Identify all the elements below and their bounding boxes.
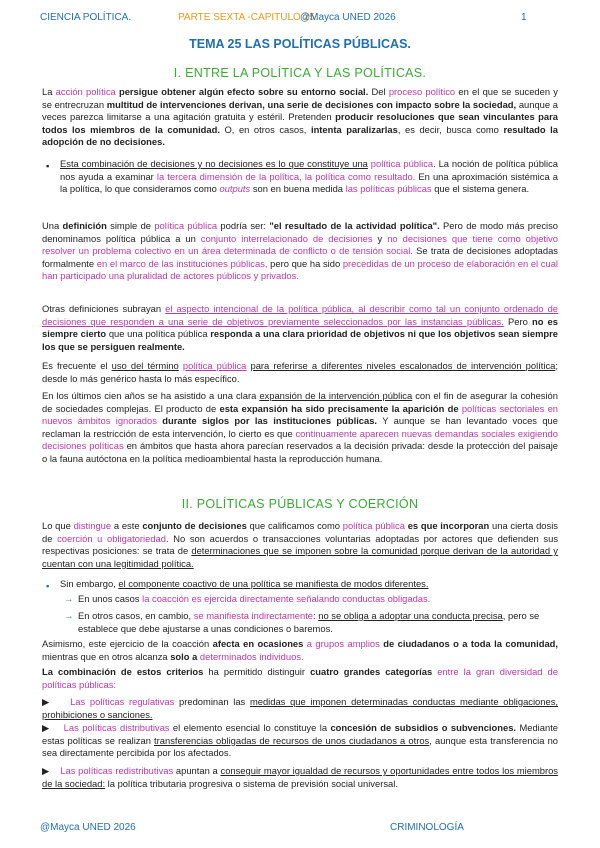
square-bullet-icon: ▪ (46, 160, 50, 171)
paragraph-4: Es frecuente el uso del término política pública para referirse a diferentes niveles escalonados de intervención política; desde lo más genérico hasta lo más específico. (42, 360, 558, 384)
category-regulativas: ▶ Las políticas regulativas predominan las medidas que imponen determinadas conductas mediante obligaciones, prohibiciones o sanciones. (42, 696, 558, 720)
header-left: CIENCIA POLÍTICA. (40, 12, 132, 23)
footer-author: @Mayca UNED 2026 (40, 822, 136, 833)
paragraph-6: Lo que distingue a este conjunto de decisiones que calificamos como política pública es que incorporan una cierta dosis de coerción u obligatoriedad. No son acuerdos o transacciones voluntarias adoptadas por actores que defienden sus respectivas posiciones: se trata de determinaciones que se imponen sobre la comunidad porque derivan de la autoridad y cuentan con una legitimidad política. (42, 520, 559, 569)
header-page-number: 1 (521, 12, 527, 23)
square-bullet-icon: ▪ (46, 580, 50, 591)
footer-subject: CRIMINOLOGÍA (390, 822, 464, 833)
bullet-paragraph-2: Sin embargo, el componente coactivo de una política se manifiesta de modos diferentes. (60, 578, 429, 589)
paragraph-8: La combinación de estos criterios ha permitido distinguir cuatro grandes categorías entre la gran diversidad de políticas públicas: (42, 666, 558, 690)
paragraph-7: Asimismo, este ejercicio de la coacción afecta en ocasiones a grupos amplios de ciudadanos o a toda la comunidad, mientras que en otros alcanza solo a determinados individuos. (42, 638, 558, 662)
paragraph-3: Otras definiciones subrayan el aspecto intencional de la política pública, al describir como tal un conjunto ordenado de decisiones que responden a una serie de objetivos previamente seleccionados por las instancias públicas. Pero no es siempre cierto que una política pública responda a una clara prioridad de objetivos ni que los objetivos sean siempre los que se persiguen realmente. (42, 303, 558, 352)
paragraph-5: En los últimos cien años se ha asistido a una clara expansión de la intervención pública con el fin de asegurar la cohesión de sociedades complejas. El producto de esta expansión ha sido precisamente la aparición de políticas sectoriales en nuevos ámbitos ignorados durante siglos por las instituciones públicas. Y aunque se han levantado voces que reclaman la restricción de esta intervención, lo cierto es que continuamente aparecen nuevas demandas sociales exigiendo decisiones políticas en ámbitos que hasta ahora parecían reservados a la decisión privada: desde la protección del paisaje o la fauna autóctona en la política medioambiental hasta la reproducción humana. (42, 390, 558, 464)
section-1-heading: I. ENTRE LA POLÍTICA Y LAS POLÍTICAS. (173, 66, 427, 80)
category-distributivas: ▶ Las políticas distributivas el elemento esencial lo constituye la concesión de subsidios o subvenciones. Mediante estas políticas se realizan transferencias obligadas de recursos de unos ciudadanos a otros, aunque esta transferencia no sea directamente percibida por los afectados. (42, 722, 559, 759)
bullet-paragraph-1: Esta combinación de decisiones y no decisiones es lo que constituye una política pública. La noción de política pública nos ayuda a examinar la tercera dimensión de la política, la política como resultado. En una aproximación sistémica a la política, lo que consideramos como outputs son en buena medida las políticas públicas que el sistema genera. (60, 158, 558, 195)
sub-bullet-2: En otros casos, en cambio, se manifiesta indirectamente: no se obliga a adoptar una conducta precisa, pero se establece que debe ajustarse a unas condiciones o baremos. (78, 610, 540, 634)
arrow-bullet-icon: → (64, 610, 74, 621)
section-2-heading: II. POLÍTICAS PÚBLICAS Y COERCIÓN (181, 497, 419, 511)
paragraph-1: La acción política persigue obtener algún efecto sobre su entorno social. Del proceso político en el que se suceden y se entrecruzan multitud de intervenciones derivan, una serie de decisiones con impacto sobre la sociedad, aunque a veces parezca limitarse a una agitación gratuita y estéril. Pretenden producir resoluciones que sean vinculantes para todos los miembros de la comunidad. O, en otros casos, intenta paralizarlas, es decir, busca como resultado la adopción de no decisiones. (42, 86, 558, 148)
arrow-bullet-icon: → (64, 593, 74, 604)
page-title: TEMA 25 LAS POLÍTICAS PÚBLICAS. (189, 37, 411, 51)
category-redistributivas: ▶ Las políticas redistributivas apuntan a conseguir mayor igualdad de recursos y oportunidades entre todos los miembros de la sociedad: la política tributaria progresiva o sistema de previsión social universal. (42, 765, 558, 789)
header-center: PARTE SEXTA -CAPITULO 25. (178, 12, 318, 23)
paragraph-2: Una definición simple de política pública podría ser: "el resultado de la actividad política". Pero de modo más preciso denominamos política pública a un conjunto interrelacionado de decisiones y no decisiones que tiene como objetivo resolver un problema colectivo en un área determinada de conflicto o de tensión social. Se trata de decisiones adoptadas formalmente en el marco de las instituciones públicas, pero que ha sido precedidas de un proceso de elaboración en el cual han participado una pluralidad de actores públicos y privados. (42, 220, 558, 282)
header-author: @Mayca UNED 2026 (300, 12, 396, 23)
sub-bullet-1: En unos casos la coacción es ejercida directamente señalando conductas obligadas. (78, 593, 431, 604)
